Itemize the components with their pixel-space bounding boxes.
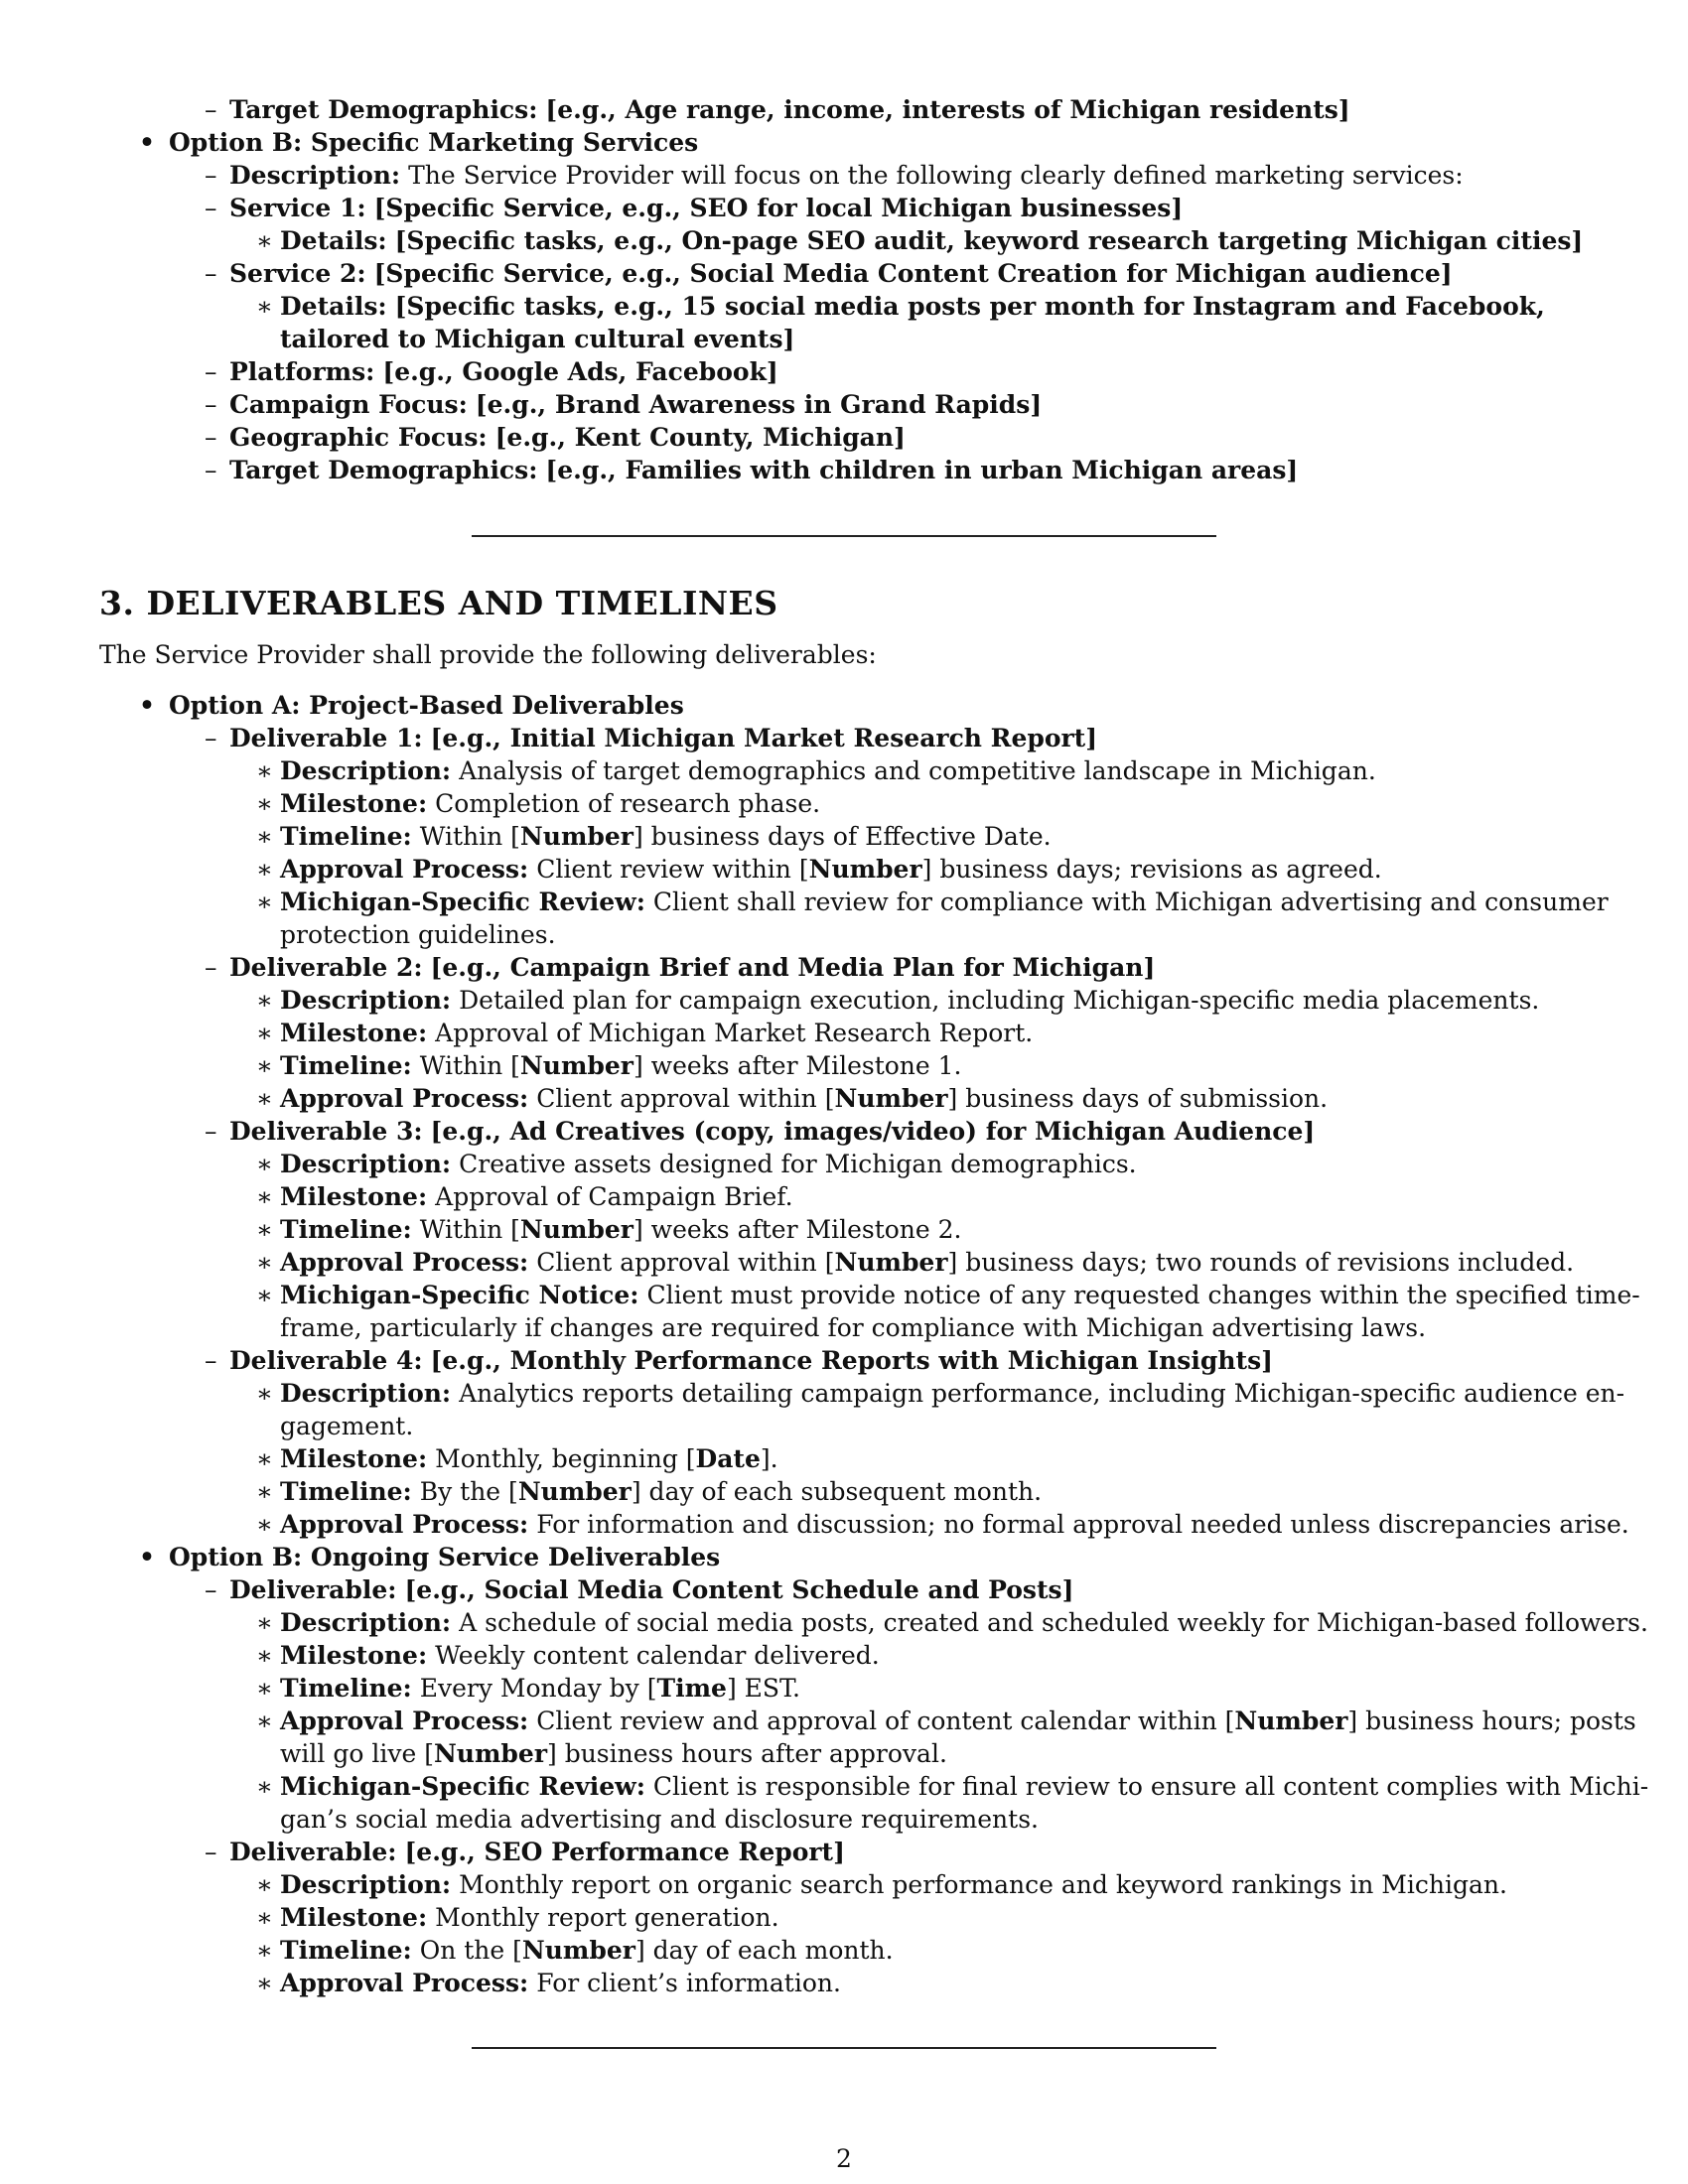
- list-item: ∗ Timeline: By the [Number] day of each subsequent month.: [256, 1477, 1043, 1506]
- list-item: ∗ Details: [Specific tasks, e.g., 15 social media posts per month for Instagram and Facebook,: [256, 292, 1545, 321]
- list-item-continuation: will go live [Number] business hours after approval.: [280, 1739, 947, 1768]
- list-item: ∗ Timeline: Within [Number] weeks after Milestone 2.: [256, 1215, 962, 1244]
- list-item: – Geographic Focus: [e.g., Kent County, Michigan]: [205, 423, 906, 452]
- list-item: ∗ Approval Process: Client approval within [Number] business days of submission.: [256, 1084, 1329, 1113]
- list-item: ∗ Approval Process: For information and discussion; no formal approval needed unless discrepancies arise.: [256, 1510, 1629, 1539]
- list-item-continuation: tailored to Michigan cultural events]: [280, 325, 795, 353]
- list-item: ∗ Timeline: On the [Number] day of each month.: [256, 1936, 894, 1965]
- section-heading: 3. DELIVERABLES AND TIMELINES: [99, 584, 778, 622]
- list-item: ∗ Milestone: Approval of Campaign Brief.: [256, 1182, 793, 1211]
- list-item: ∗ Timeline: Within [Number] weeks after Milestone 1.: [256, 1051, 962, 1080]
- list-item: ∗ Description: A schedule of social media posts, created and scheduled weekly for Michigan-based followers.: [256, 1608, 1648, 1637]
- list-item: ∗ Approval Process: Client review within [Number] business days; revisions as agreed.: [256, 855, 1382, 884]
- list-item: ∗ Approval Process: For client’s information.: [256, 1969, 841, 1997]
- list-item: ∗ Description: Creative assets designed for Michigan demographics.: [256, 1150, 1137, 1178]
- deliverable-item: – Deliverable 4: [e.g., Monthly Performance Reports with Michigan Insights]: [205, 1346, 1273, 1375]
- deliverable-item: – Deliverable: [e.g., Social Media Content Schedule and Posts]: [205, 1575, 1074, 1604]
- deliverable-item: – Deliverable: [e.g., SEO Performance Report]: [205, 1838, 845, 1866]
- list-item: – Platforms: [e.g., Google Ads, Facebook]: [205, 357, 778, 386]
- list-item: ∗ Michigan-Specific Review: Client shall review for compliance with Michigan advertising and consumer: [256, 887, 1609, 916]
- list-item: ∗ Milestone: Weekly content calendar delivered.: [256, 1641, 880, 1670]
- horizontal-rule: [472, 2047, 1216, 2049]
- horizontal-rule: [472, 535, 1216, 537]
- deliverable-item: – Deliverable 3: [e.g., Ad Creatives (copy, images/video) for Michigan Audience]: [205, 1117, 1316, 1146]
- deliverable-item: – Deliverable 1: [e.g., Initial Michigan Market Research Report]: [205, 724, 1098, 752]
- list-item: ∗ Description: Analytics reports detailing campaign performance, including Michigan-specific audience en-: [256, 1379, 1625, 1408]
- list-item: ∗ Milestone: Approval of Michigan Market Research Report.: [256, 1019, 1034, 1047]
- list-item: ∗ Milestone: Completion of research phase.: [256, 789, 821, 818]
- list-item: ∗ Description: Detailed plan for campaign execution, including Michigan-specific media placements.: [256, 986, 1540, 1015]
- list-item: – Service 2: [Specific Service, e.g., Social Media Content Creation for Michigan audience]: [205, 259, 1453, 288]
- list-item-continuation: protection guidelines.: [280, 920, 556, 949]
- list-item: – Description: The Service Provider will focus on the following clearly defined marketing services:: [205, 161, 1464, 190]
- list-item: ∗ Milestone: Monthly report generation.: [256, 1903, 779, 1932]
- page-number: 2: [836, 2144, 852, 2173]
- list-item-continuation: gan’s social media advertising and disclosure requirements.: [280, 1805, 1039, 1834]
- deliverable-item: – Deliverable 2: [e.g., Campaign Brief and Media Plan for Michigan]: [205, 953, 1156, 982]
- list-item: ∗ Description: Analysis of target demographics and competitive landscape in Michigan.: [256, 756, 1376, 785]
- list-item: ∗ Description: Monthly report on organic search performance and keyword rankings in Michigan.: [256, 1870, 1507, 1899]
- list-item-continuation: frame, particularly if changes are required for compliance with Michigan advertising laws.: [280, 1313, 1427, 1342]
- list-item: ∗ Milestone: Monthly, beginning [Date].: [256, 1444, 778, 1473]
- list-item: ∗ Approval Process: Client approval within [Number] business days; two rounds of revisions included.: [256, 1248, 1575, 1277]
- list-item: ∗ Details: [Specific tasks, e.g., On-page SEO audit, keyword research targeting Michigan cities]: [256, 226, 1584, 255]
- list-item-continuation: gagement.: [280, 1412, 414, 1440]
- list-item: ∗ Michigan-Specific Notice: Client must provide notice of any requested changes within the specified time-: [256, 1281, 1640, 1309]
- list-item: – Target Demographics: [e.g., Age range, income, interests of Michigan residents]: [205, 95, 1350, 124]
- list-item: ∗ Timeline: Every Monday by [Time] EST.: [256, 1674, 800, 1703]
- option-b-title: • Option B: Ongoing Service Deliverables: [139, 1543, 721, 1571]
- list-item: – Target Demographics: [e.g., Families with children in urban Michigan areas]: [205, 456, 1299, 484]
- section-intro: The Service Provider shall provide the following deliverables:: [99, 640, 877, 669]
- list-item: – Service 1: [Specific Service, e.g., SEO for local Michigan businesses]: [205, 194, 1184, 222]
- option-a-title: • Option A: Project-Based Deliverables: [139, 691, 684, 720]
- list-item: ∗ Timeline: Within [Number] business days of Effective Date.: [256, 822, 1052, 851]
- list-item: – Campaign Focus: [e.g., Brand Awareness in Grand Rapids]: [205, 390, 1043, 419]
- list-item: ∗ Michigan-Specific Review: Client is responsible for final review to ensure all content complies with Michi-: [256, 1772, 1649, 1801]
- list-item: ∗ Approval Process: Client review and approval of content calendar within [Number] business hours; posts: [256, 1706, 1636, 1735]
- option-b-title: • Option B: Specific Marketing Services: [139, 128, 699, 157]
